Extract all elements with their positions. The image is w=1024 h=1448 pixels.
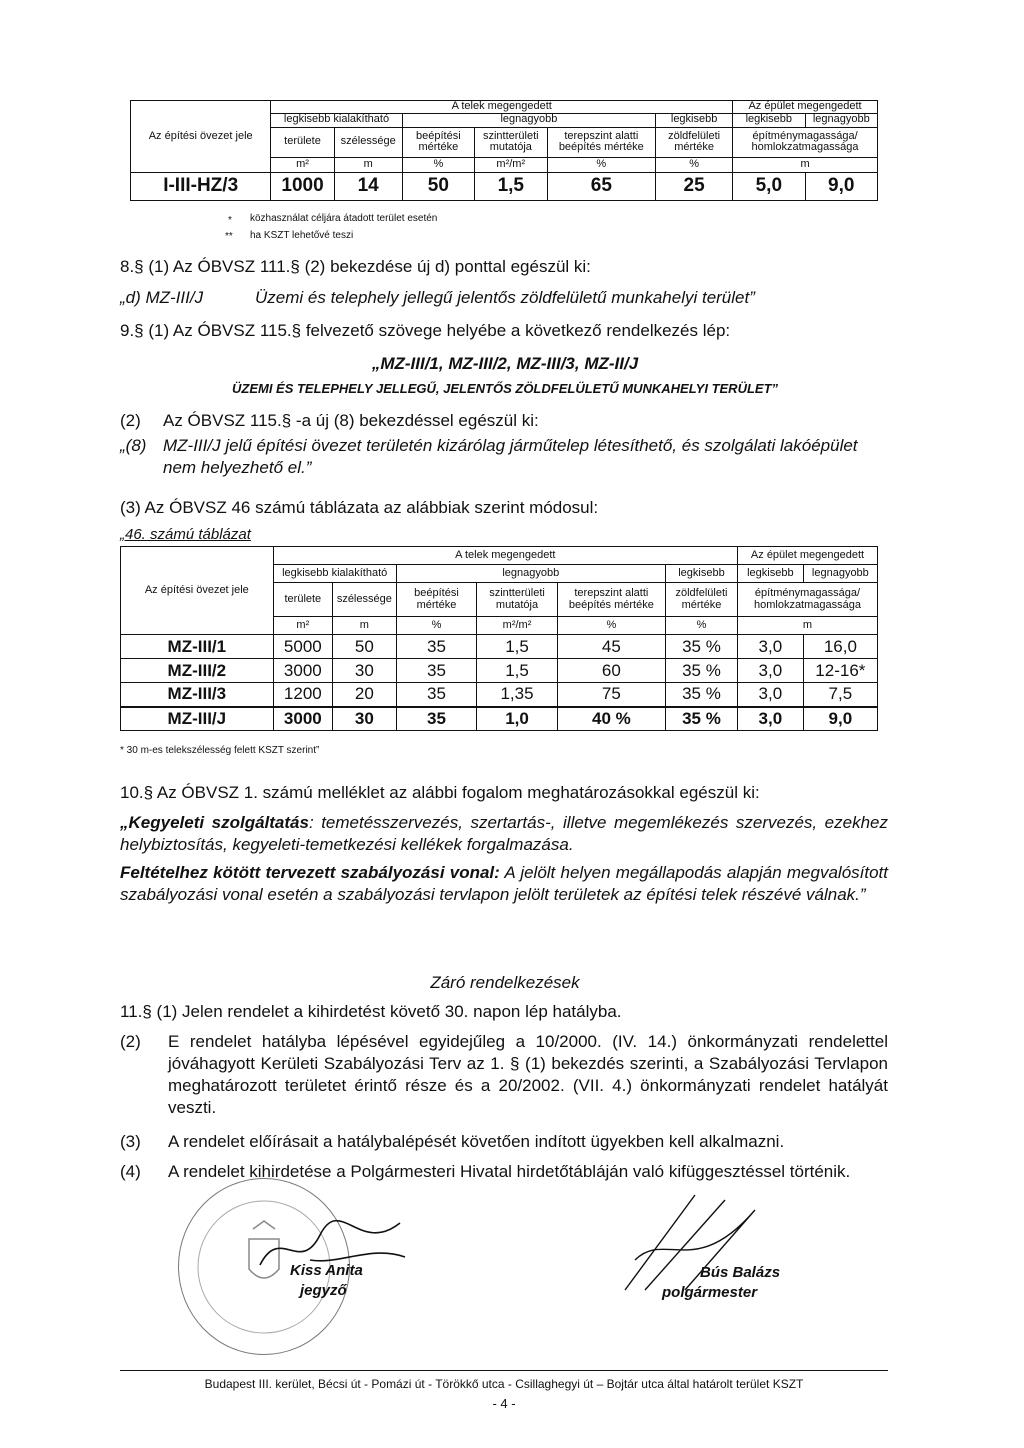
table-46-footnote: * 30 m-es telekszélesség felett KSZT szerint” [120,745,320,756]
signature-left-title: jegyző [300,1282,347,1299]
table-cell: 9,0 [803,707,877,731]
table-row [131,172,878,200]
unit-cell: % [402,157,474,172]
table-cell: 1,5 [475,172,547,200]
section-9-p8-num: „(8) [120,436,147,455]
table-cell: 50 [333,635,397,659]
page-number: - 4 - [492,1396,516,1411]
header-epitmenymag: építménymagassága/ homlokzatmagassága [733,127,878,157]
header-legnagyobb: legnagyobb [402,113,655,127]
footer-text: Budapest III. kerület, Bécsi út - Pomázi út - Törökkő utca - Csillaghegyi út – Bojtár utca által határolt terület KSZT [204,1377,804,1391]
section-9-p3: (3) Az ÓBVSZ 46 számú táblázata az alábbiak szerint módosul: [120,498,599,517]
footnote-1: közhasználat céljára átadott terület esetén [250,213,438,224]
footnote-mark-2: ** [225,231,233,242]
section-9-p2: Az ÓBVSZ 115.§ -a új (8) bekezdéssel egészül ki: [163,411,539,430]
table-cell: 3,0 [738,683,804,707]
zone-code: I-III-HZ/3 [131,172,271,200]
definition-2-term: Feltételhez kötött tervezett szabályozási vonal: [120,863,500,882]
header-epulet: Az épület megengedett [738,547,878,565]
section-9-codes: „MZ-III/1, MZ-III/2, MZ-III/3, MZ-II/J [371,354,639,373]
header-beepitesi: beépítési mértéke [396,583,477,617]
header-terepszint: terepszint alatti beépítés mértéke [557,583,665,617]
header-epitmenymag: építménymagassága/ homlokzatmagassága [738,583,878,617]
table-row [121,659,878,683]
footnote-mark-1: * [228,215,232,226]
header-legnagyobb-2: legnagyobb [803,565,877,583]
table-cell: 60 [557,659,665,683]
header-szintteruleti: szintterületi mutatója [475,127,547,157]
zoning-table-1 [130,100,878,201]
zone-code: MZ-III/J [121,707,274,731]
table-cell: 35 [396,635,477,659]
definition-1-text: : temetésszervezés, szertartás-, illetve megemlékezés szervezés, ezekhez helybiztosítás, kegyeleti-temetkezési kellékek forgalmazása. [120,813,888,855]
table-cell: 35 [396,659,477,683]
signature-left-name: Kiss Anita [290,1262,363,1279]
header-telek: A telek megengedett [271,101,733,114]
table-cell: 1,35 [477,683,558,707]
unit-cell: % [665,617,737,635]
table-row [121,683,878,707]
table-cell: 75 [557,683,665,707]
table-cell: 3,0 [738,707,804,731]
header-telek: A telek megengedett [273,547,737,565]
section-8-heading: 8.§ (1) Az ÓBVSZ 111.§ (2) bekezdése új d) ponttal egészül ki: [120,257,591,276]
table-cell: 20 [333,683,397,707]
header-legnagyobb-2: legnagyobb [805,113,877,127]
unit-cell: m [334,157,402,172]
section-9-p8: MZ-III/J jelű építési övezet területén kizárólag járműtelep létesíthető, és szolgálati lakóépület nem helyezhető el.” [163,436,858,478]
unit-cell: m² [273,617,332,635]
closing-p2: E rendelet hatályba lépésével egyidejűleg a 10/2000. (IV. 14.) önkormányzati rendelettel jóváhagyott Kerületi Szabályozási Terv az 1. § (1) bekezdés szerinti, a Szabályozási Tervlapon meghatározott területet érintő része és a 20/2002. (VII. 4.) önkormányzati rendelet hatályát veszti. [168,1032,888,1118]
table-cell: 35 [396,707,477,731]
table-cell: 35 % [665,683,737,707]
definition-2-text: A jelölt helyen megállapodás alapján megvalósított szabályozási vonal esetén a szabályozási tervlapon jelölt területek az építési telek részévé válnak.” [120,863,888,905]
table-cell: 30 [333,707,397,731]
header-szelessege: szélessége [334,127,402,157]
unit-cell: m [738,617,878,635]
section-8-d-label: „d) MZ-III/J [120,288,204,307]
closing-p3: A rendelet előírásait a hatálybalépését követően indított ügyekben kell alkalmazni. [168,1132,785,1151]
signature-right-name: Bús Balázs [700,1264,781,1281]
signature-right-title: polgármester [662,1284,758,1301]
table-cell: 7,5 [803,683,877,707]
table-cell: 3,0 [738,659,804,683]
closing-p2-num: (2) [120,1032,141,1051]
header-legkisebb-2: legkisebb [733,113,805,127]
table-cell: 1,5 [477,635,558,659]
table-cell: 1000 [271,172,334,200]
table-cell: 1200 [273,683,332,707]
table-cell: 14 [334,172,402,200]
header-szintteruleti: szintterületi mutatója [477,583,558,617]
section-10-heading: 10.§ Az ÓBVSZ 1. számú melléklet az alábbi fogalom meghatározásokkal egészül ki: [120,783,760,802]
unit-cell: % [396,617,477,635]
unit-cell: m [733,157,878,172]
table-cell: 35 % [665,707,737,731]
unit-cell: % [557,617,665,635]
table-cell: 35 % [665,659,737,683]
header-zone: Az építési övezet jele [131,101,271,173]
section-8-d-text: Üzemi és telephely jellegű jelentős zöldfelületű munkahelyi terület” [255,288,755,307]
table-cell: 5000 [273,635,332,659]
table-cell: 30 [333,659,397,683]
definition-1-term: „Kegyeleti szolgáltatás [120,813,309,832]
header-legkisebb: legkisebb [656,113,733,127]
table-cell: 16,0 [803,635,877,659]
table-cell: 65 [547,172,656,200]
table-cell: 3,0 [738,635,804,659]
closing-p1: 11.§ (1) Jelen rendelet a kihirdetést követő 30. napon lép hatályba. [120,1002,622,1021]
closing-p3-num: (3) [120,1132,141,1151]
header-beepitesi: beépítési mértéke [402,127,474,157]
unit-cell: m²/m² [477,617,558,635]
table-cell: 40 % [557,707,665,731]
header-legkisebb-2: legkisebb [738,565,804,583]
table-cell: 35 % [665,635,737,659]
unit-cell: % [547,157,656,172]
unit-cell: m²/m² [475,157,547,172]
zone-code: MZ-III/1 [121,635,274,659]
table-46-title: „46. számú táblázat [120,526,251,543]
table-cell: 25 [656,172,733,200]
table-cell: 3000 [273,659,332,683]
header-zoldfeluleti: zöldfelületi mértéke [665,583,737,617]
table-cell: 3000 [273,707,332,731]
table-row [121,635,878,659]
closing-p4-num: (4) [120,1162,141,1181]
header-legkisebb-kialakithato: legkisebb kialakítható [271,113,402,127]
unit-cell: m [333,617,397,635]
table-cell: 1,0 [477,707,558,731]
unit-cell: % [656,157,733,172]
closing-title: Záró rendelkezések [430,973,580,992]
header-zone: Az építési övezet jele [121,547,274,635]
table-cell: 35 [396,683,477,707]
table-row [121,707,878,731]
table-cell: 5,0 [733,172,805,200]
zone-code: MZ-III/3 [121,683,274,707]
table-cell: 50 [402,172,474,200]
section-9-heading: 9.§ (1) Az ÓBVSZ 115.§ felvezető szövege helyébe a következő rendelkezés lép: [120,321,731,340]
footer-rule [120,1370,888,1371]
table-cell: 45 [557,635,665,659]
definition-2 [120,862,888,906]
definition-1 [120,812,888,856]
footnote-2: ha KSZT lehetővé teszi [250,230,354,241]
table-cell: 12-16* [803,659,877,683]
header-epulet: Az épület megengedett [733,101,878,114]
header-szelessege: szélessége [333,583,397,617]
header-terulete: területe [271,127,334,157]
table-cell: 9,0 [805,172,877,200]
header-legnagyobb: legnagyobb [396,565,665,583]
closing-p4: A rendelet kihirdetése a Polgármesteri Hivatal hirdetőtábláján való kifüggesztéssel történik. [168,1162,851,1181]
header-legkisebb-kialakithato: legkisebb kialakítható [273,565,396,583]
header-terulete: területe [273,583,332,617]
section-9-p2-num: (2) [120,411,141,430]
header-zoldfeluleti: zöldfelületi mértéke [656,127,733,157]
header-legkisebb: legkisebb [665,565,737,583]
section-9-subtitle: ÜZEMI ÉS TELEPHELY JELLEGŰ, JELENTŐS ZÖLDFELÜLETŰ MUNKAHELYI TERÜLET” [231,381,779,396]
zone-code: MZ-III/2 [121,659,274,683]
table-cell: 1,5 [477,659,558,683]
zoning-table-46 [120,546,878,731]
header-terepszint: terepszint alatti beépítés mértéke [547,127,656,157]
unit-cell: m² [271,157,334,172]
